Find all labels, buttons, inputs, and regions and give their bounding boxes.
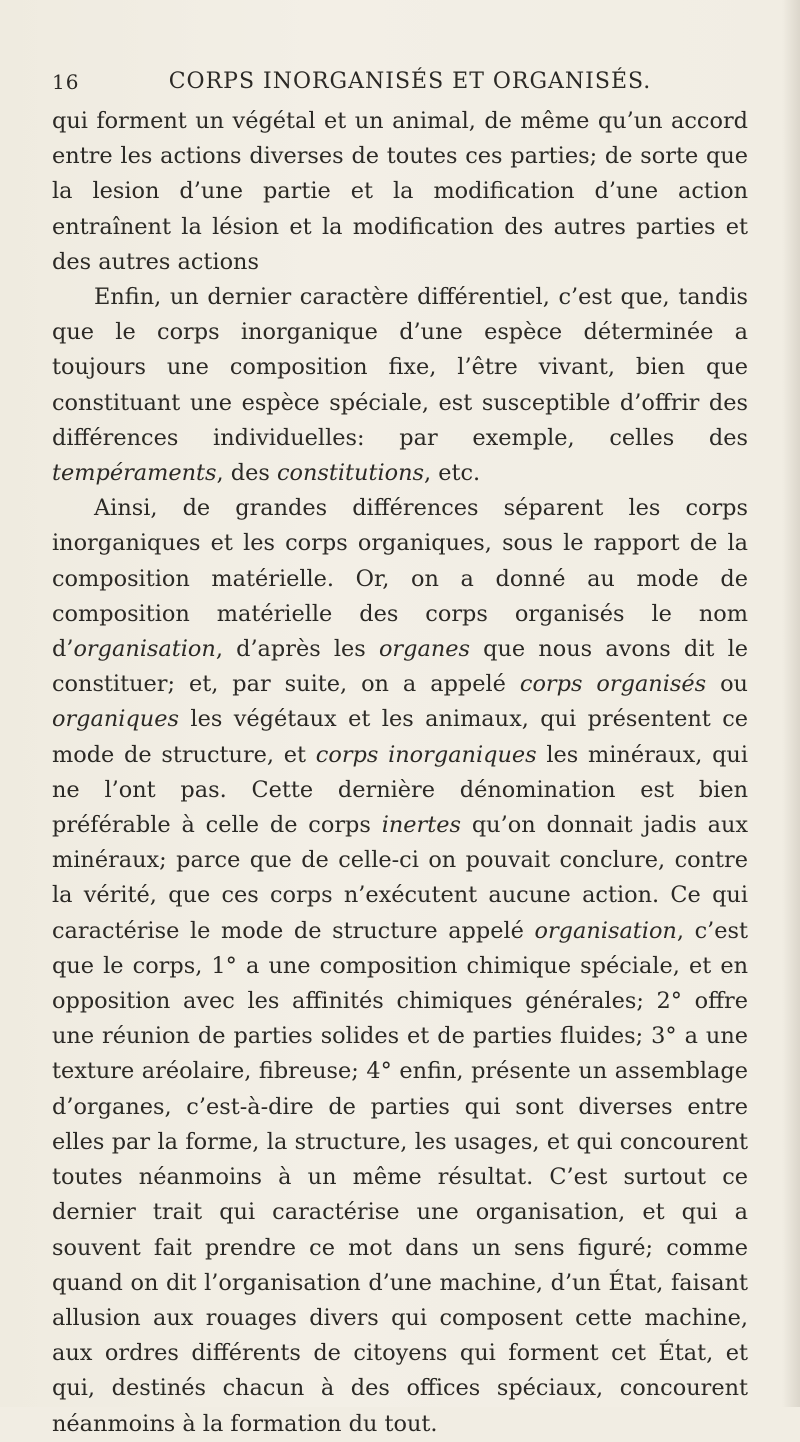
paragraph-organisation: [52, 491, 748, 1441]
text-segment: les végétaux et les animaux, qui présentent ce mode de structure, et: [52, 706, 748, 768]
text-segment: , c’est que le corps, 1° a une composition chimique spéciale, et en opposition avec les affinités chimiques générales; 2° offre une réunion de parties solides et de parties fluides; 3° a une texture aréolaire, fibreuse; 4° enfin, présente un assemblage d’organes, c’est-à-dire de parties qui sont diverses entre elles par la forme, la structure, les usages, et qui concourent toutes néanmoins à un même résultat. C’est surtout ce dernier trait qui caractérise une organisation, et qui a souvent fait prendre ce mot dans un sens figuré; comme quand on dit l’organisation d’une machine, d’un État, faisant allusion aux rouages divers qui composent cette machine, aux ordres différents de citoyens qui forment cet État, et qui, destinés chacun à des offices spéciaux, concourent néanmoins à la formation du tout.: [52, 917, 748, 1437]
italic-term: constitutions: [276, 460, 425, 487]
italic-term: organisation: [73, 636, 216, 663]
italic-term: tempéraments: [52, 460, 217, 487]
text-segment: Enfin, un dernier caractère différentiel, c’est que, tandis que le corps inorganique d’une espèce déterminée a toujours une composition fixe, l’être vivant, bien que constituant une espèce spéciale, est susceptible d’offrir des différences individuelles: par exemple, celles des: [52, 284, 748, 451]
text-segment: Ainsi, de grandes différences séparent les corps inorganiques et les corps organiques, sous le rapport de la composition matérielle. Or, on a donné au mode de composition matérielle des corps organisés le nom d’: [52, 495, 748, 663]
italic-term: corps inorganiques: [315, 741, 537, 768]
text-segment: qui forment un végétal et un animal, de même qu’un accord entre les actions diverses de toutes ces parties; de sorte que la lesion d’une partie et la modification d’une action entraînent la lésion et la modification des autres parties et des autres actions: [52, 108, 748, 275]
text-segment: les minéraux, qui ne l’ont pas. Cette dernière dénomination est bien préférable à celle de corps: [52, 741, 748, 839]
italic-term: organes: [378, 636, 470, 663]
text-segment: , d’après les: [215, 636, 379, 663]
running-title: CORPS INORGANISÉS ET ORGANISÉS.: [168, 69, 652, 94]
page-edge-shadow: [782, 0, 800, 1407]
italic-term: inertes: [381, 812, 461, 839]
text-segment: , etc.: [424, 460, 481, 487]
text-segment: qu’on donnait jadis aux minéraux; parce que de celle-ci on pouvait conclure, contre la vérité, que ces corps n’exécutent aucune action. Ce qui caractérise le mode de structure appelé: [52, 812, 749, 944]
page-number: 16: [52, 70, 80, 94]
text-segment: que nous avons dit le constituer; et, par suite, on a appelé: [52, 636, 748, 698]
body-text: [52, 104, 748, 1442]
text-segment: , des: [216, 460, 277, 487]
paragraph-differential-character: [52, 280, 748, 491]
paragraph-continued: [52, 104, 748, 280]
italic-term: organiques: [52, 706, 179, 733]
italic-term: organisation: [534, 917, 677, 944]
text-segment: ou: [706, 671, 748, 698]
running-header: [52, 62, 748, 102]
italic-term: corps organisés: [519, 671, 707, 698]
